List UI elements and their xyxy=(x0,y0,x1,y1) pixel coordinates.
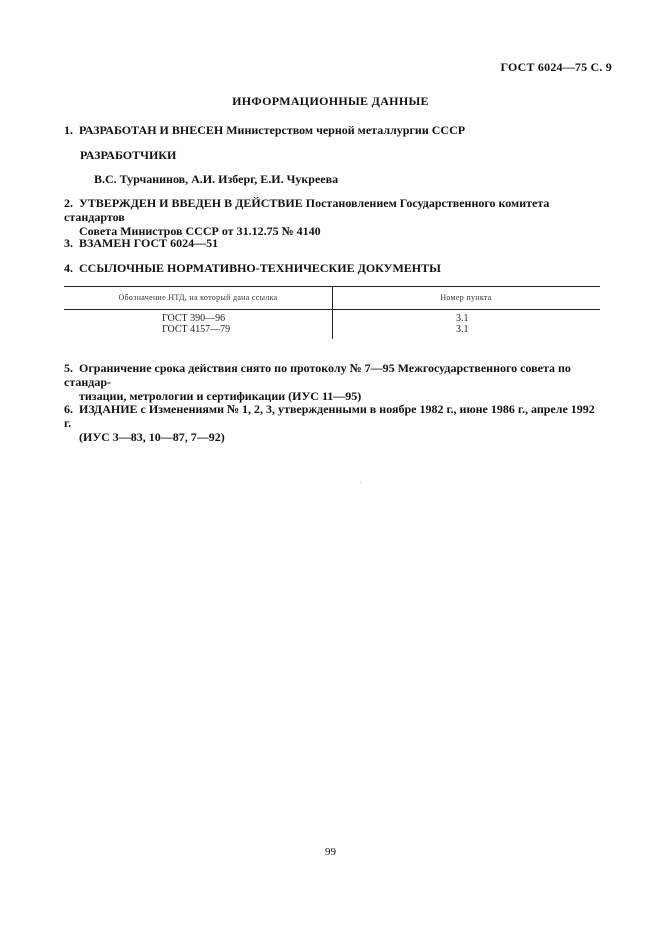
section-text-line-2: (ИУС 3—83, 10—87, 7—92) xyxy=(79,430,225,444)
section-text-line-1: Ограничение срока действия снято по протоколу № 7—95 Межгосударственного совета по стандар- xyxy=(64,361,571,389)
section-number: 3. xyxy=(64,236,73,250)
section-text-line-1: УТВЕРЖДЕН И ВВЕДЕН В ДЕЙСТВИЕ Постановлением Государственного комитета стандартов xyxy=(64,196,550,224)
table-header-document: Обозначение НТД, на который дана ссылка xyxy=(118,293,278,302)
table-cell-document: ГОСТ 390—96 xyxy=(162,313,226,324)
table-cell-clause: 3.1 xyxy=(456,324,469,335)
section-number: 2. xyxy=(64,196,73,210)
section-6 xyxy=(64,402,604,444)
section-text-line-2: тизации, метрологии и сертификации (ИУС 11—95) xyxy=(79,389,362,403)
table-header-clause: Номер пункта xyxy=(440,293,492,302)
section-text: РАЗРАБОТАН И ВНЕСЕН Министерством черной металлургии СССР xyxy=(79,123,466,137)
page-number: 99 xyxy=(325,846,336,858)
document-code-header: ГОСТ 6024—75 С. 9 xyxy=(500,60,612,74)
page-title: ИНФОРМАЦИОННЫЕ ДАННЫЕ xyxy=(232,94,429,108)
section-3 xyxy=(64,236,604,250)
section-4 xyxy=(64,261,604,275)
section-number: 4. xyxy=(64,261,73,275)
table-cell-document: ГОСТ 4157—79 xyxy=(162,324,231,335)
section-number: 1. xyxy=(64,123,73,137)
section-1 xyxy=(64,123,604,137)
section-5 xyxy=(64,361,604,403)
section-text-line-2: Совета Министров СССР от 31.12.75 № 4140 xyxy=(79,224,321,238)
table-cell-clause: 3.1 xyxy=(456,313,469,324)
section-2 xyxy=(64,196,604,238)
section-number: 6. xyxy=(64,402,73,416)
section-text: ВЗАМЕН ГОСТ 6024—51 xyxy=(79,236,219,250)
developers-names: В.С. Турчанинов, А.И. Изберг, Е.И. Чукреева xyxy=(94,172,339,186)
scan-speck xyxy=(360,482,361,483)
section-text-line-1: ИЗДАНИЕ с Изменениями № 1, 2, 3, утвержденными в ноябре 1982 г., июне 1986 г., апреле 1992 г. xyxy=(64,402,595,430)
section-number: 5. xyxy=(64,361,73,375)
section-text: ССЫЛОЧНЫЕ НОРМАТИВНО-ТЕХНИЧЕСКИЕ ДОКУМЕНТЫ xyxy=(79,261,441,275)
developers-heading: РАЗРАБОТЧИКИ xyxy=(80,148,177,162)
